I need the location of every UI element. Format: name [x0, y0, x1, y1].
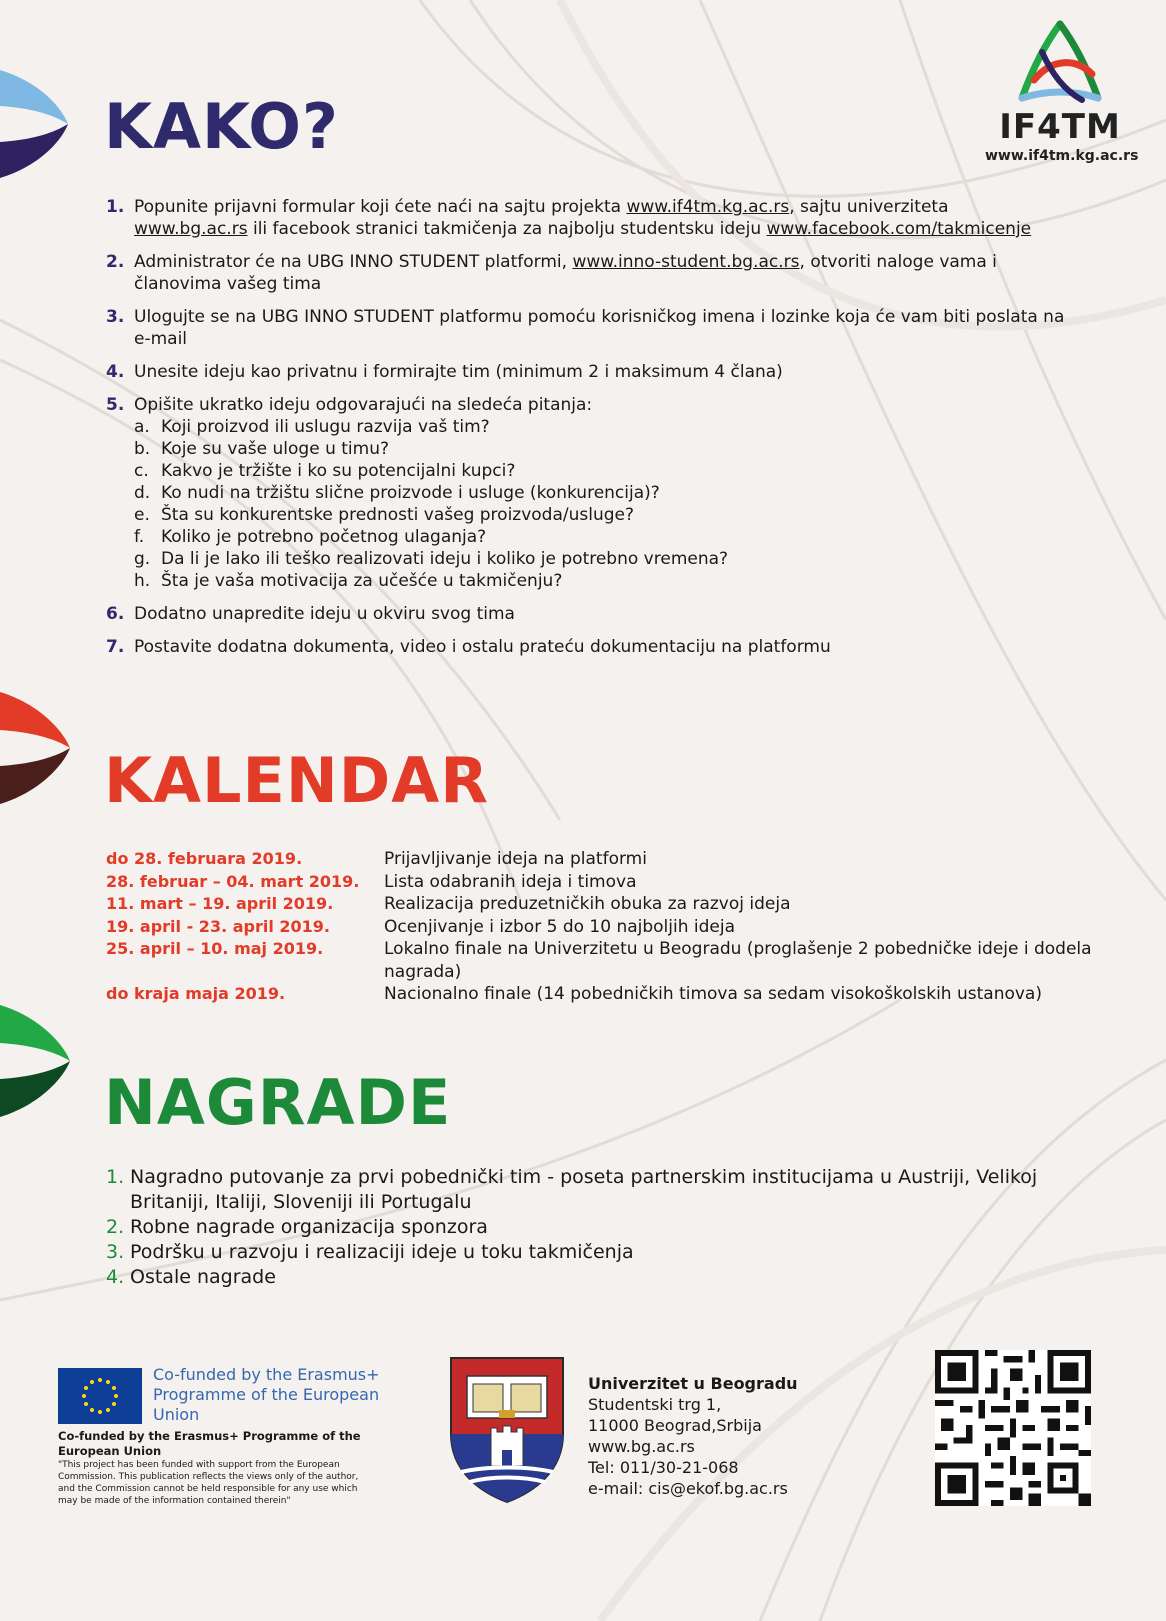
calendar-row [106, 893, 1146, 916]
prize-item [106, 1215, 1106, 1240]
question-item: e. Šta su konkurentske prednosti vašeg proizvoda/usluge? [134, 505, 635, 525]
prize-text: Nagradno putovanje za prvi pobednički tim - poseta partnerskim institucijama u Austriji, Velikoj Britaniji, Italiji, Sloveniji ili Portugalu [130, 1166, 1038, 1213]
inno-student-link[interactable]: www.inno-student.bg.ac.rs [572, 252, 800, 272]
step-question-intro: Opišite ukratko ideju odgovarajući na sledeća pitanja: [134, 395, 593, 415]
calendar-table [106, 848, 1146, 1006]
calendar-date: do kraja maja 2019. [106, 984, 286, 1003]
calendar-event: Ocenjivanje i izbor 5 do 10 najboljih ideja [384, 916, 736, 937]
prize-number: 3. [106, 1241, 125, 1263]
calendar-event: Realizacija preduzetničkih obuka za razvoj ideja [384, 894, 791, 914]
step-item [106, 394, 1066, 592]
step-item [106, 306, 1066, 350]
calendar-date: 25. april – 10. maj 2019. [106, 939, 324, 958]
step-text: Administrator će na UBG INNO STUDENT platformi, www.inno-student.bg.ac.rs, otvoriti naloge vama i članovima vašeg tima [134, 252, 997, 294]
calendar-date: do 28. februara 2019. [106, 849, 303, 868]
university-address2: 11000 Beograd,Srbija [588, 1416, 762, 1435]
logo-text: IF4TM [999, 107, 1121, 147]
eu-cofunded-bold: Co-funded by the Erasmus+ Programme of the European Union [58, 1429, 361, 1458]
calendar-row [106, 871, 1146, 894]
question-item: a. Koji proizvod ili uslugu razvija vaš tim? [134, 417, 490, 437]
triangle-knot-icon [1012, 18, 1108, 108]
prize-number: 2. [106, 1216, 125, 1238]
step-number: 6. [106, 604, 125, 624]
prize-text: Podršku u razvoju i realizaciji ideje u toku takmičenja [130, 1241, 634, 1263]
question-item: f. Koliko je potrebno početnog ulaganja? [134, 527, 487, 547]
university-name: Univerzitet u Beogradu [588, 1374, 798, 1393]
steps-list [106, 196, 1066, 669]
prize-text: Robne nagrade organizacija sponzora [130, 1216, 488, 1238]
calendar-event: Prijavljivanje ideja na platformi [384, 849, 647, 869]
step-number: 3. [106, 307, 125, 327]
nagrade-heading: NAGRADE [104, 1066, 452, 1139]
university-crest-icon [447, 1354, 567, 1504]
if4tm-link[interactable]: www.if4tm.kg.ac.rs [626, 197, 790, 217]
step-text [134, 394, 1066, 592]
step-item [106, 196, 1066, 240]
step-number: 1. [106, 197, 125, 217]
kalendar-heading: KALENDAR [104, 744, 489, 817]
calendar-date: 19. april - 23. april 2019. [106, 916, 331, 936]
logo-url[interactable]: www.if4tm.kg.ac.rs [985, 148, 1139, 164]
step-text: Postavite dodatna dokumenta, video i ostalu prateću dokumentaciju na platformu [134, 637, 831, 657]
step-text: Popunite prijavni formular koji ćete naći na sajtu projekta www.if4tm.kg.ac.rs, sajtu univerziteta www.bg.ac.rs ili facebook stranici takmičenja za najbolju studentsku ideju www.facebook.com/takmicenje [134, 197, 1032, 239]
step-text: Dodatno unapredite ideju u okviru svog tima [134, 604, 515, 624]
if4tm-logo [985, 18, 1139, 164]
step-item [106, 361, 1066, 383]
eu-disclaimer: "This project has been funded with support from the European Commission. This publication reflects the views only of the author, and the Commission cannot be held responsible for any use which may be made of the information contained therein" [58, 1460, 359, 1506]
prize-item [106, 1240, 1106, 1265]
university-email[interactable]: e-mail: cis@ekof.bg.ac.rs [588, 1479, 788, 1498]
step-number: 7. [106, 637, 125, 657]
edge-arc-blue [0, 68, 72, 180]
step-number: 4. [106, 362, 125, 382]
calendar-row [106, 848, 1146, 871]
university-tel: Tel: 011/30-21-068 [588, 1458, 739, 1477]
calendar-row [106, 916, 1146, 939]
kako-heading: KAKO? [104, 90, 339, 163]
prize-item [106, 1165, 1106, 1215]
calendar-date: 11. mart – 19. april 2019. [106, 894, 334, 913]
question-item: b. Koje su vaše uloge u timu? [134, 439, 389, 459]
prize-item [106, 1265, 1106, 1290]
facebook-link[interactable]: www.facebook.com/takmicenje [766, 219, 1032, 239]
prize-number: 4. [106, 1266, 125, 1288]
calendar-event: Nacionalno finale (14 pobedničkih timova sa sedam visokoškolskih ustanova) [384, 984, 1042, 1004]
edge-arc-red [0, 690, 72, 806]
question-item: g. Da li je lako ili teško realizovati ideju i koliko je potrebno vremena? [134, 549, 729, 569]
bg-ac-link[interactable]: www.bg.ac.rs [134, 219, 248, 239]
step-text: Unesite ideju kao privatnu i formirajte tim (minimum 2 i maksimum 4 člana) [134, 362, 783, 382]
step-item [106, 603, 1066, 625]
question-item: d. Ko nudi na tržištu slične proizvode i usluge (konkurencija)? [134, 483, 660, 503]
step-text: Ulogujte se na UBG INNO STUDENT platformu pomoću korisničkog imena i lozinke koja će vam biti poslata na e-mail [134, 307, 1065, 349]
calendar-date: 28. februar – 04. mart 2019. [106, 871, 360, 891]
step-number: 2. [106, 252, 125, 272]
university-web[interactable]: www.bg.ac.rs [588, 1437, 695, 1456]
calendar-event: Lokalno finale na Univerzitetu u Beogradu (proglašenje 2 pobedničke ideje i dodela nagrada) [384, 939, 1092, 982]
eu-flag-icon [58, 1368, 142, 1424]
question-item: h. Šta je vaša motivacija za učešće u takmičenju? [134, 571, 563, 591]
university-contact [588, 1373, 798, 1499]
calendar-row [106, 983, 1146, 1006]
prizes-list [106, 1165, 1106, 1290]
step-number: 5. [106, 395, 125, 415]
qr-code-icon [935, 1350, 1091, 1506]
eu-cofunded-label: Co-funded by the Erasmus+ Programme of the European Union [153, 1365, 380, 1424]
university-address1: Studentski trg 1, [588, 1395, 722, 1414]
edge-arc-green [0, 1003, 72, 1119]
calendar-row [106, 938, 1146, 983]
prize-number: 1. [106, 1166, 125, 1188]
question-item: c. Kakvo je tržište i ko su potencijalni kupci? [134, 461, 516, 481]
step-item [106, 636, 1066, 658]
step-item [106, 251, 1066, 295]
question-list [134, 416, 1066, 592]
calendar-event: Lista odabranih ideja i timova [384, 871, 637, 892]
prize-text: Ostale nagrade [130, 1266, 276, 1288]
